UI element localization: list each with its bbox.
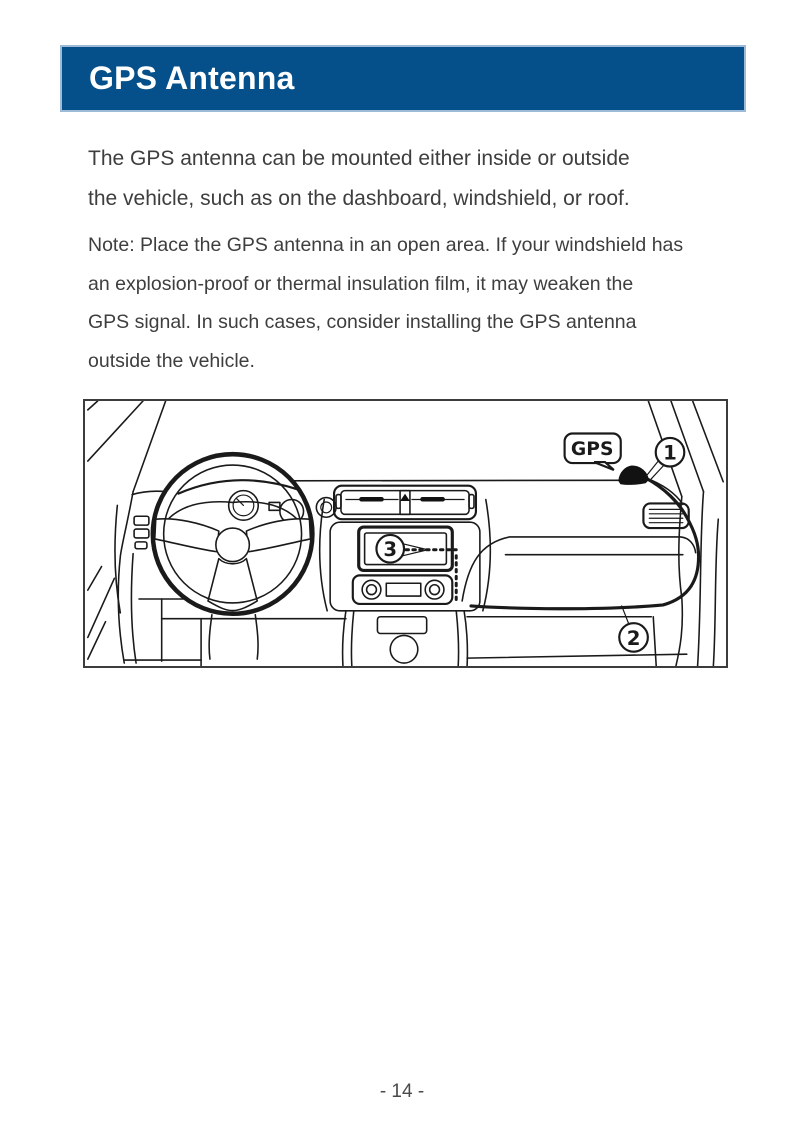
callout-2-text: 2 [626,626,641,650]
gps-label-bubble [565,434,621,470]
dash-switches [134,516,149,549]
center-stack [320,486,491,666]
note-paragraph: Note: Place the GPS antenna in an open area. If your windshield has an explosion-proof or thermal insulation film, it may weaken the GPS signal. In such cases, consider installing the GPS antenna outside the vehicle. [88,234,684,372]
antenna-cable [471,478,699,609]
intro-paragraph: The GPS antenna can be mounted either inside or outside the vehicle, such as on the dashboard, windshield, or roof. [88,147,630,210]
glovebox [462,537,695,601]
right-a-pillar [648,401,723,666]
gps-antenna [619,466,649,484]
page-title: GPS Antenna [89,60,295,96]
callout-3-text: 3 [383,538,398,562]
center-console [343,611,468,666]
steering-wheel [153,454,313,659]
dashboard-figure [83,399,728,668]
gps-label-text: GPS [570,439,614,461]
climate-panel [353,575,452,604]
section-header [60,45,746,112]
callout-2 [619,606,648,652]
callout-1-text: 1 [663,441,677,465]
callout-1 [646,438,684,479]
page-number: - 14 - [379,1081,425,1102]
dashboard-illustration [85,401,726,666]
steering-hub [216,528,249,561]
